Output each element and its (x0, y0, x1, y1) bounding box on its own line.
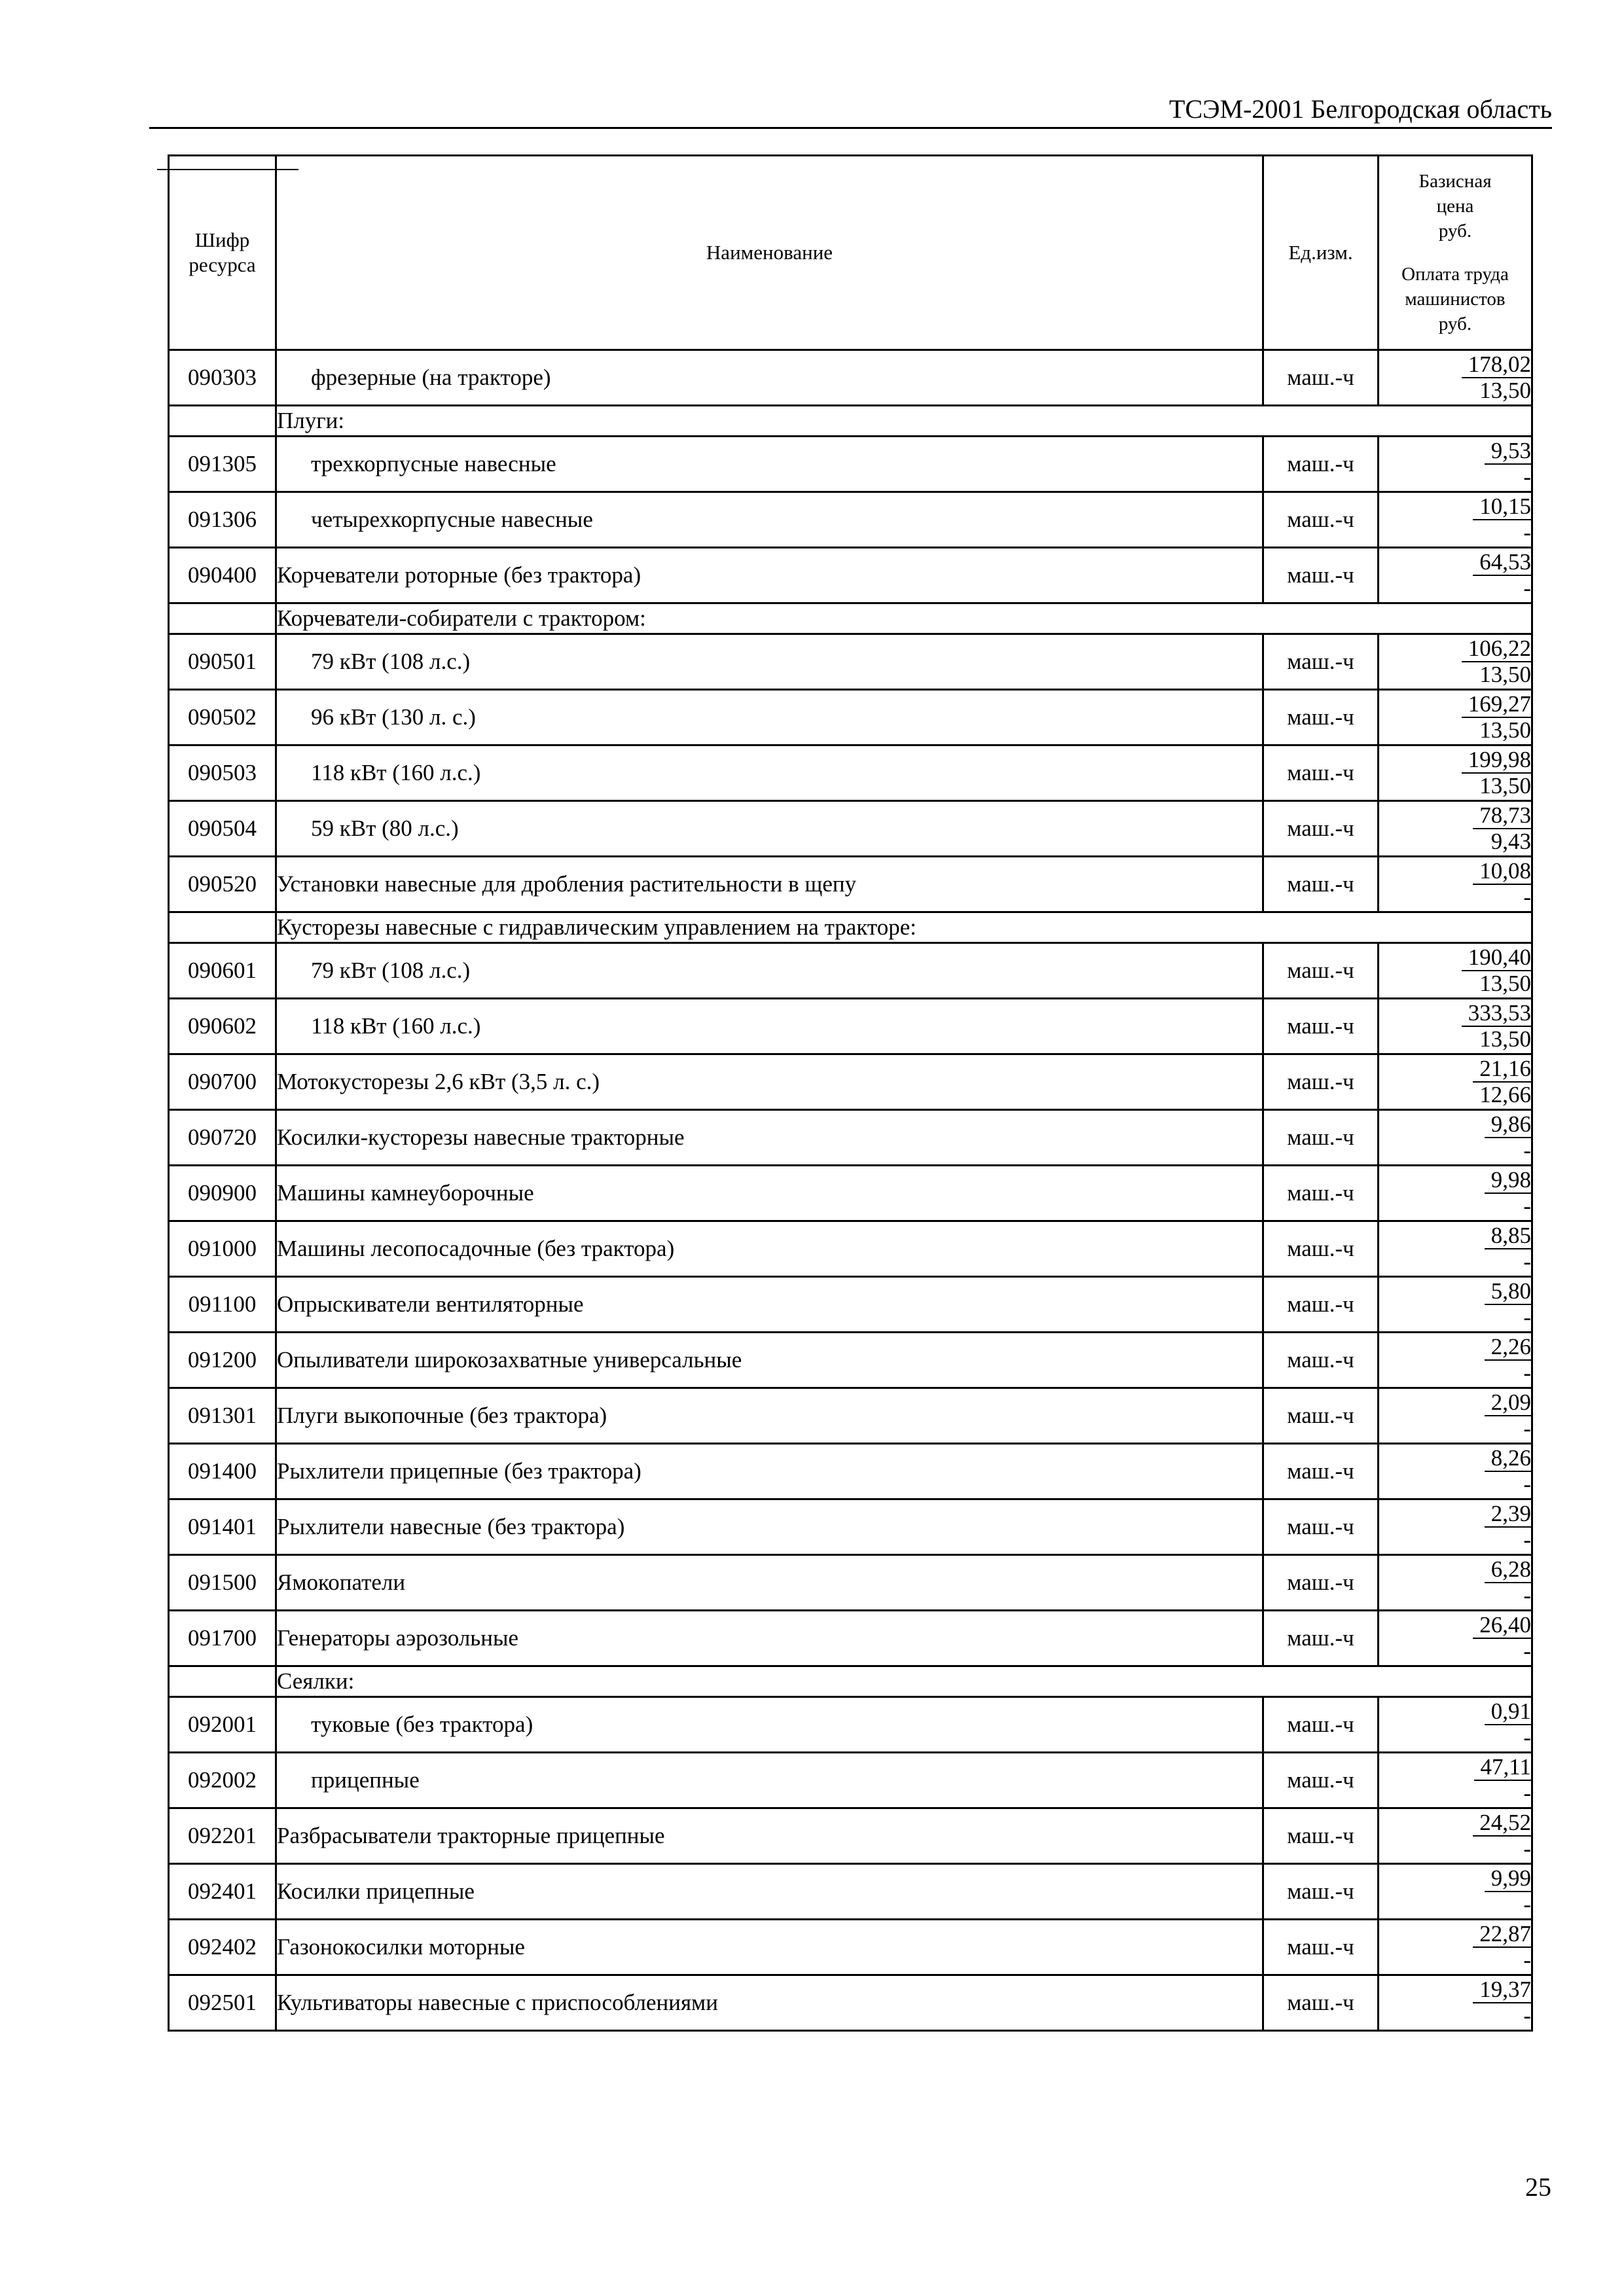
table-row (169, 1054, 1532, 1110)
unit-of-measure: маш.-ч (1263, 437, 1379, 492)
resource-name: 96 кВт (130 л. с.) (276, 690, 1263, 745)
base-price: 47,11 (1474, 1755, 1531, 1781)
resource-name: Машины камнеуборочные (276, 1166, 1263, 1221)
resource-name: 79 кВт (108 л.с.) (276, 943, 1263, 999)
resource-code: 090400 (169, 548, 276, 603)
operator-wage: - (1523, 1725, 1531, 1750)
resource-code: 091301 (169, 1388, 276, 1444)
table-row (169, 1555, 1532, 1611)
table-row (169, 492, 1532, 548)
unit-of-measure: маш.-ч (1263, 1388, 1379, 1444)
table-row (169, 1444, 1532, 1499)
price-cell (1379, 999, 1532, 1054)
unit-of-measure: маш.-ч (1263, 801, 1379, 857)
price-cell (1379, 350, 1532, 406)
base-price: 169,27 (1462, 692, 1531, 718)
base-price: 178,02 (1462, 352, 1531, 378)
group-code-cell (169, 603, 276, 634)
resource-code: 092501 (169, 1975, 276, 2031)
price-cell (1379, 1054, 1532, 1110)
resource-name: Корчеватели роторные (без трактора) (276, 548, 1263, 603)
table-row (169, 857, 1532, 912)
base-price: 19,37 (1473, 1977, 1531, 2003)
unit-of-measure: маш.-ч (1263, 634, 1379, 690)
base-price: 9,98 (1485, 1168, 1531, 1194)
resource-name: Опрыскиватели вентиляторные (276, 1277, 1263, 1333)
group-code-cell (169, 912, 276, 943)
resource-code: 090504 (169, 801, 276, 857)
price-cell (1379, 857, 1532, 912)
document-header-title: ТСЭМ-2001 Белгородская область (1169, 94, 1552, 124)
base-price: 106,22 (1462, 636, 1531, 662)
base-price: 10,08 (1473, 859, 1531, 885)
resource-code: 091305 (169, 437, 276, 492)
table-row (169, 1499, 1532, 1555)
group-name: Сеялки: (276, 1666, 1532, 1697)
price-cell (1379, 1555, 1532, 1611)
table-row (169, 1166, 1532, 1221)
base-price: 9,99 (1485, 1866, 1531, 1892)
resource-code: 092402 (169, 1920, 276, 1975)
resource-name: Машины лесопосадочные (без трактора) (276, 1221, 1263, 1277)
operator-wage: - (1523, 1360, 1531, 1386)
unit-of-measure: маш.-ч (1263, 857, 1379, 912)
resource-name: Опыливатели широкозахватные универсальные (276, 1333, 1263, 1388)
table-row (169, 1611, 1532, 1666)
resource-code: 092201 (169, 1808, 276, 1864)
unit-of-measure: маш.-ч (1263, 1166, 1379, 1221)
unit-of-measure: маш.-ч (1263, 548, 1379, 603)
price-cell (1379, 634, 1532, 690)
table-row (169, 437, 1532, 492)
base-price: 78,73 (1473, 803, 1531, 829)
resource-code: 091401 (169, 1499, 276, 1555)
resource-name: трехкорпусные навесные (276, 437, 1263, 492)
operator-wage: 13,50 (1479, 662, 1531, 687)
price-cell (1379, 1753, 1532, 1808)
table-row (169, 1221, 1532, 1277)
table-header-row (169, 156, 1532, 350)
resource-name: туковые (без трактора) (276, 1697, 1263, 1753)
unit-of-measure: маш.-ч (1263, 690, 1379, 745)
table-body (169, 350, 1532, 2031)
group-header-row (169, 406, 1532, 437)
unit-of-measure: маш.-ч (1263, 1808, 1379, 1864)
price-cell (1379, 548, 1532, 603)
resource-code: 090900 (169, 1166, 276, 1221)
table-row (169, 1697, 1532, 1753)
price-cell (1379, 1221, 1532, 1277)
table-row (169, 999, 1532, 1054)
operator-wage: - (1523, 1892, 1531, 1917)
header-unit: Ед.изм. (1263, 156, 1379, 350)
operator-wage: 13,50 (1479, 1026, 1531, 1052)
unit-of-measure: маш.-ч (1263, 1920, 1379, 1975)
table-row (169, 548, 1532, 603)
table-row (169, 1808, 1532, 1864)
unit-of-measure: маш.-ч (1263, 1864, 1379, 1920)
resource-name: 79 кВт (108 л.с.) (276, 634, 1263, 690)
group-name: Плуги: (276, 406, 1532, 437)
unit-of-measure: маш.-ч (1263, 1555, 1379, 1611)
base-price: 9,86 (1485, 1112, 1531, 1138)
page-number: 25 (1525, 2172, 1551, 2202)
operator-wage: - (1523, 1527, 1531, 1552)
header-rule (149, 127, 1552, 129)
operator-wage: - (1523, 1416, 1531, 1441)
table-row (169, 1975, 1532, 2031)
table-row (169, 745, 1532, 801)
unit-of-measure: маш.-ч (1263, 943, 1379, 999)
resource-code: 092002 (169, 1753, 276, 1808)
group-code-cell (169, 1666, 276, 1697)
base-price: 22,87 (1473, 1922, 1531, 1948)
base-price: 26,40 (1473, 1613, 1531, 1639)
operator-wage: - (1523, 1638, 1531, 1664)
table-row (169, 943, 1532, 999)
price-cell (1379, 492, 1532, 548)
operator-wage: - (1523, 1138, 1531, 1163)
resource-code: 091000 (169, 1221, 276, 1277)
table-row (169, 690, 1532, 745)
resource-code: 091700 (169, 1611, 276, 1666)
table-row (169, 1388, 1532, 1444)
base-price: 2,09 (1485, 1390, 1531, 1416)
resource-code: 090720 (169, 1110, 276, 1166)
group-header-row (169, 603, 1532, 634)
resource-code: 091500 (169, 1555, 276, 1611)
resource-name: Разбрасыватели тракторные прицепные (276, 1808, 1263, 1864)
resource-name: Мотокусторезы 2,6 кВт (3,5 л. с.) (276, 1054, 1263, 1110)
price-cell (1379, 1388, 1532, 1444)
unit-of-measure: маш.-ч (1263, 1277, 1379, 1333)
operator-wage: 13,50 (1479, 717, 1531, 743)
price-cell (1379, 437, 1532, 492)
price-cell (1379, 1333, 1532, 1388)
resource-code: 090602 (169, 999, 276, 1054)
operator-wage: - (1523, 2003, 1531, 2028)
resource-name: фрезерные (на тракторе) (276, 350, 1263, 406)
operator-wage: 13,50 (1479, 971, 1531, 996)
resource-name: Ямокопатели (276, 1555, 1263, 1611)
operator-wage: - (1523, 1583, 1531, 1608)
unit-of-measure: маш.-ч (1263, 1975, 1379, 2031)
unit-of-measure: маш.-ч (1263, 1753, 1379, 1808)
base-price: 0,91 (1485, 1699, 1531, 1725)
base-price: 2,26 (1485, 1335, 1531, 1361)
base-price: 190,40 (1462, 945, 1531, 971)
table-row (169, 1753, 1532, 1808)
header-code: Шифр ресурса (169, 156, 276, 350)
resource-name: Рыхлители прицепные (без трактора) (276, 1444, 1263, 1499)
resource-code: 091100 (169, 1277, 276, 1333)
resource-code: 091306 (169, 492, 276, 548)
unit-of-measure: маш.-ч (1263, 492, 1379, 548)
base-price: 21,16 (1473, 1056, 1531, 1083)
table-row (169, 1277, 1532, 1333)
price-cell (1379, 745, 1532, 801)
table-row (169, 634, 1532, 690)
group-name: Кусторезы навесные с гидравлическим управлением на тракторе: (276, 912, 1532, 943)
resource-table (168, 154, 1533, 2032)
unit-of-measure: маш.-ч (1263, 1110, 1379, 1166)
resource-name: прицепные (276, 1753, 1263, 1808)
table-row (169, 350, 1532, 406)
operator-wage: - (1523, 575, 1531, 601)
resource-name: 59 кВт (80 л.с.) (276, 801, 1263, 857)
base-price: 8,85 (1485, 1223, 1531, 1249)
resource-name: Установки навесные для дробления растительности в щепу (276, 857, 1263, 912)
unit-of-measure: маш.-ч (1263, 745, 1379, 801)
price-cell (1379, 943, 1532, 999)
resource-name: 118 кВт (160 л.с.) (276, 745, 1263, 801)
group-code-cell (169, 406, 276, 437)
price-cell (1379, 690, 1532, 745)
base-price: 199,98 (1462, 747, 1531, 774)
base-price: 333,53 (1462, 1001, 1531, 1027)
price-cell (1379, 1166, 1532, 1221)
base-price: 2,39 (1485, 1501, 1531, 1528)
table-row (169, 1110, 1532, 1166)
resource-name: Культиваторы навесные с приспособлениями (276, 1975, 1263, 2031)
operator-wage: 13,50 (1479, 378, 1531, 403)
unit-of-measure: маш.-ч (1263, 1499, 1379, 1555)
price-cell (1379, 1110, 1532, 1166)
group-header-row (169, 1666, 1532, 1697)
header-name: Наименование (276, 156, 1263, 350)
table-row (169, 801, 1532, 857)
price-cell (1379, 1808, 1532, 1864)
price-cell (1379, 1920, 1532, 1975)
resource-name: Газонокосилки моторные (276, 1920, 1263, 1975)
resource-name: Косилки прицепные (276, 1864, 1263, 1920)
operator-wage: - (1523, 1780, 1531, 1806)
resource-name: Рыхлители навесные (без трактора) (276, 1499, 1263, 1555)
unit-of-measure: маш.-ч (1263, 1611, 1379, 1666)
resource-code: 090303 (169, 350, 276, 406)
resource-code: 092001 (169, 1697, 276, 1753)
table-row (169, 1864, 1532, 1920)
operator-wage: - (1523, 1947, 1531, 1973)
resource-name: 118 кВт (160 л.с.) (276, 999, 1263, 1054)
base-price: 64,53 (1473, 550, 1531, 576)
resource-code: 090502 (169, 690, 276, 745)
operator-wage: - (1523, 884, 1531, 910)
unit-of-measure: маш.-ч (1263, 1221, 1379, 1277)
price-cell (1379, 1611, 1532, 1666)
base-price: 24,52 (1473, 1810, 1531, 1837)
operator-wage: 12,66 (1479, 1082, 1531, 1107)
base-price: 10,15 (1473, 494, 1531, 520)
operator-wage: - (1523, 1471, 1531, 1497)
resource-code: 092401 (169, 1864, 276, 1920)
table-row (169, 1333, 1532, 1388)
resource-code: 090601 (169, 943, 276, 999)
operator-wage: - (1523, 520, 1531, 545)
operator-wage: - (1523, 1193, 1531, 1219)
operator-wage: 13,50 (1479, 773, 1531, 798)
unit-of-measure: маш.-ч (1263, 1333, 1379, 1388)
table-row (169, 1920, 1532, 1975)
resource-name: Генераторы аэрозольные (276, 1611, 1263, 1666)
price-cell (1379, 1864, 1532, 1920)
unit-of-measure: маш.-ч (1263, 1054, 1379, 1110)
group-name: Корчеватели-собиратели с трактором: (276, 603, 1532, 634)
resource-name: четырехкорпусные навесные (276, 492, 1263, 548)
unit-of-measure: маш.-ч (1263, 350, 1379, 406)
operator-wage: - (1523, 464, 1531, 490)
price-cell (1379, 1444, 1532, 1499)
base-price: 9,53 (1485, 439, 1531, 465)
base-price: 6,28 (1485, 1557, 1531, 1583)
base-price: 5,80 (1485, 1279, 1531, 1305)
resource-name: Плуги выкопочные (без трактора) (276, 1388, 1263, 1444)
unit-of-measure: маш.-ч (1263, 1697, 1379, 1753)
price-cell (1379, 1697, 1532, 1753)
operator-wage: - (1523, 1836, 1531, 1861)
operator-wage: 9,43 (1490, 829, 1531, 854)
base-price: 8,26 (1485, 1446, 1531, 1472)
price-cell (1379, 1499, 1532, 1555)
unit-of-measure: маш.-ч (1263, 1444, 1379, 1499)
price-cell (1379, 1975, 1532, 2031)
resource-code: 090503 (169, 745, 276, 801)
resource-code: 090700 (169, 1054, 276, 1110)
operator-wage: - (1523, 1249, 1531, 1274)
price-cell (1379, 1277, 1532, 1333)
resource-code: 091200 (169, 1333, 276, 1388)
resource-code: 090501 (169, 634, 276, 690)
header-price: Базисная цена руб. Оплата труда машинистов руб. (1379, 156, 1532, 350)
unit-of-measure: маш.-ч (1263, 999, 1379, 1054)
group-header-row (169, 912, 1532, 943)
resource-name: Косилки-кусторезы навесные тракторные (276, 1110, 1263, 1166)
price-cell (1379, 801, 1532, 857)
resource-code: 090520 (169, 857, 276, 912)
operator-wage: - (1523, 1304, 1531, 1330)
resource-code: 091400 (169, 1444, 276, 1499)
